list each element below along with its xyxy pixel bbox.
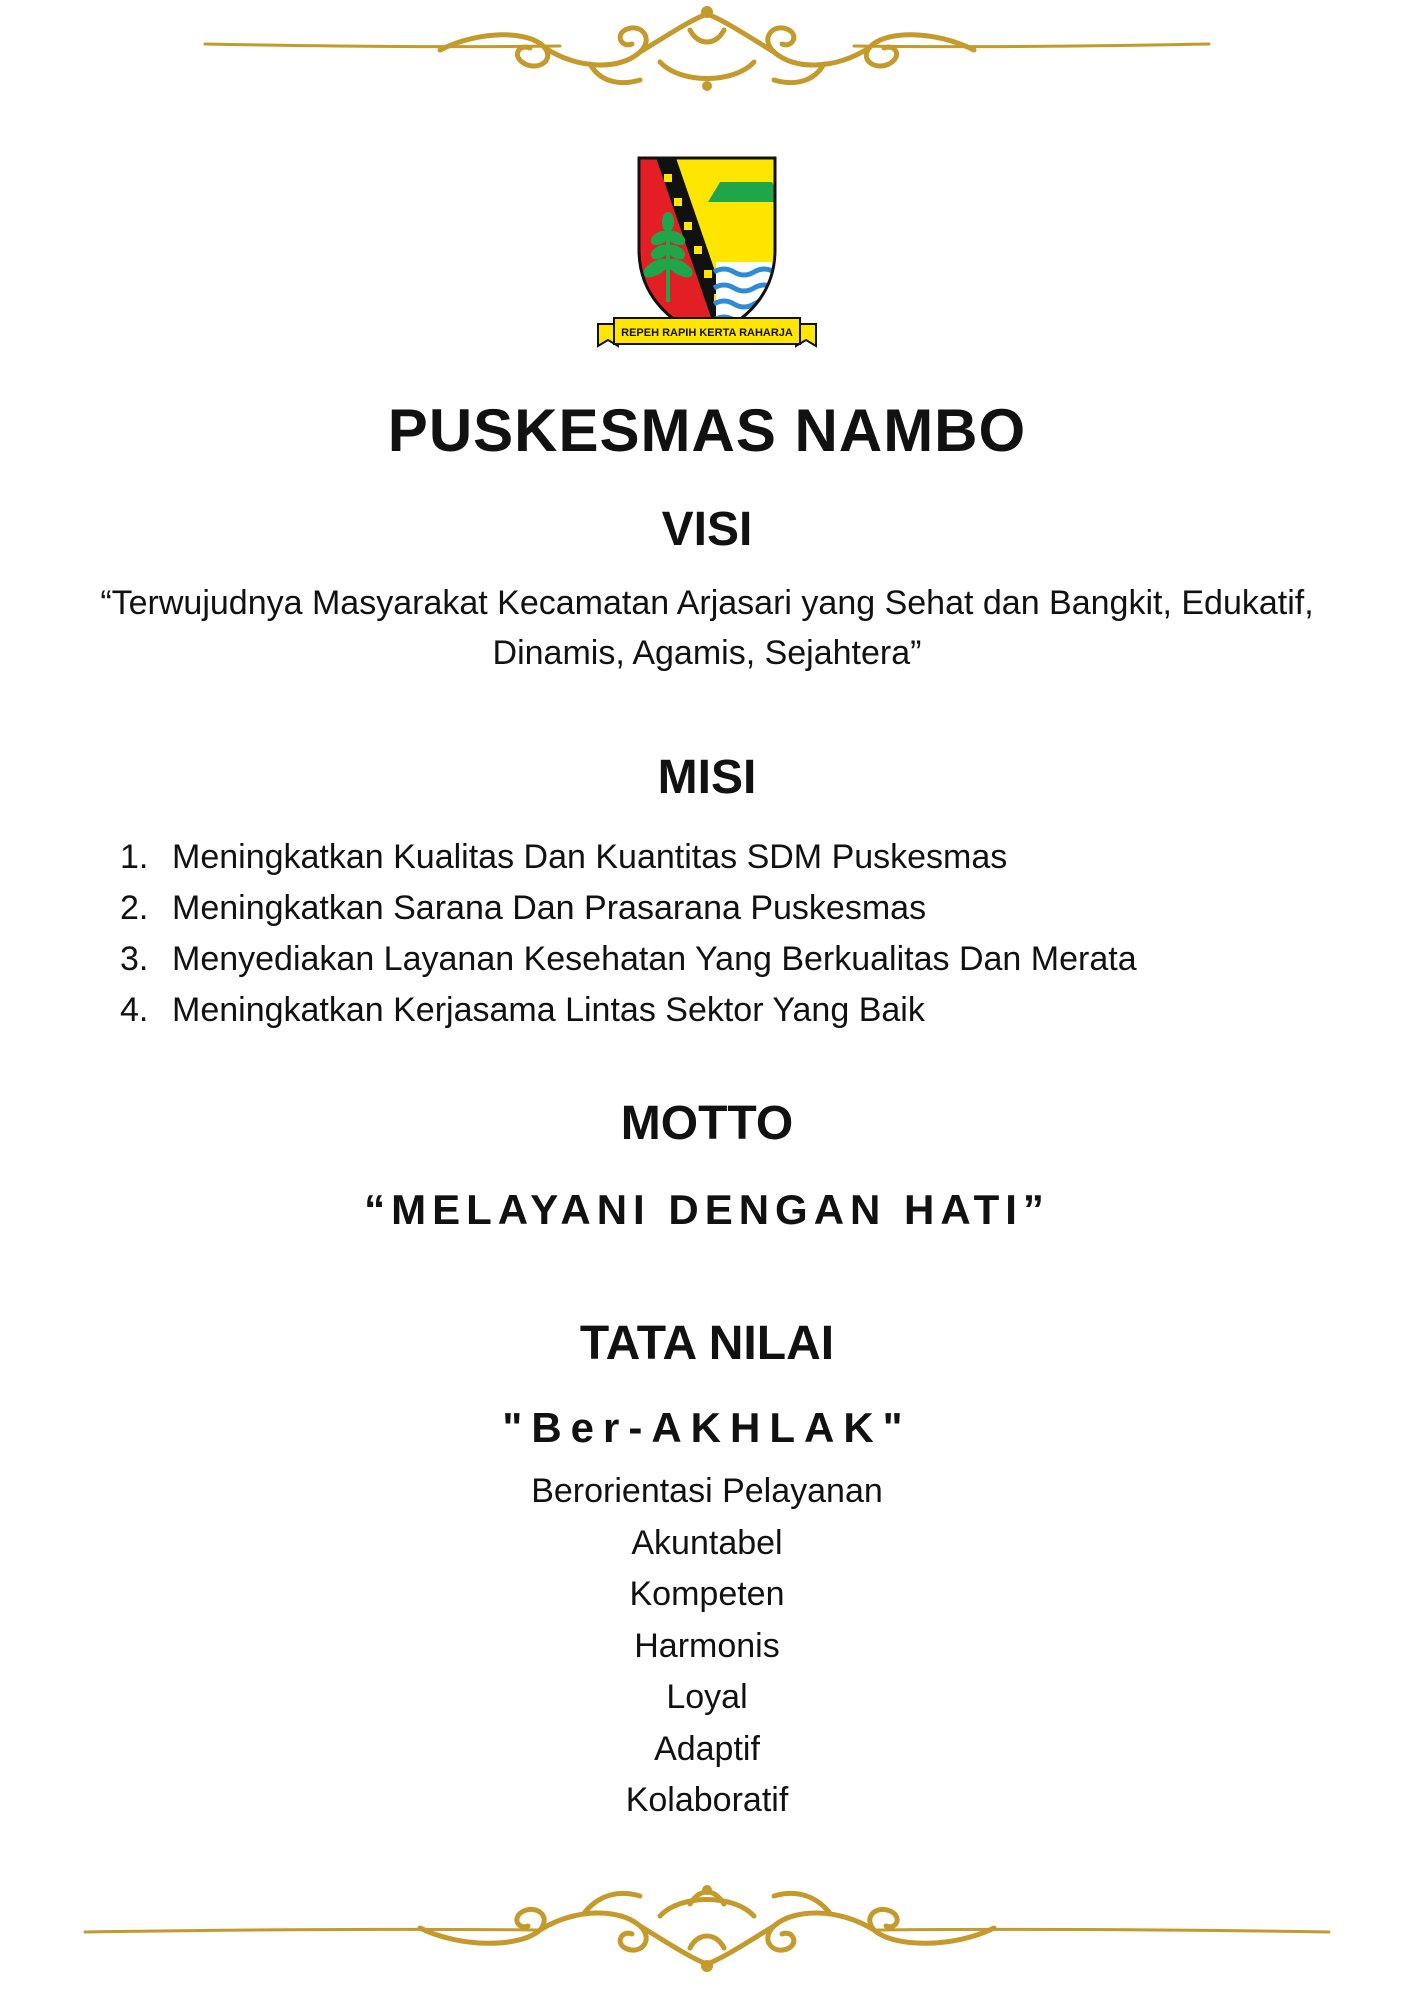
misi-item-text: Meningkatkan Kualitas Dan Kuantitas SDM Puskesmas	[172, 838, 1008, 876]
tata-nilai-item: Loyal	[666, 1678, 748, 1716]
tata-nilai-item: Kompeten	[629, 1575, 785, 1613]
misi-heading: MISI	[657, 751, 757, 804]
motto-heading: MOTTO	[620, 1097, 794, 1150]
regency-emblem-icon	[596, 154, 818, 354]
misi-item-number: 3.	[120, 940, 149, 978]
misi-item-number: 2.	[120, 889, 149, 927]
top-ornament-icon	[0, 0, 1414, 110]
tata-nilai-list	[0, 1466, 1414, 1827]
misi-item	[120, 934, 1320, 985]
misi-item	[120, 832, 1320, 883]
tata-nilai-item: Kolaboratif	[625, 1781, 789, 1819]
misi-item-text: Menyediakan Layanan Kesehatan Yang Berkualitas Dan Merata	[172, 940, 1137, 978]
tata-nilai-item: Harmonis	[634, 1626, 780, 1665]
visi-statement: “Terwujudnya Masyarakat Kecamatan Arjasari yang Sehat dan Bangkit, Edukatif, Dinamis, Agamis, Sejahtera”	[100, 584, 1314, 672]
tata-nilai-item: Berorientasi Pelayanan	[531, 1472, 883, 1510]
motto-statement: “MELAYANI DENGAN HATI”	[364, 1186, 1050, 1233]
misi-item-number: 1.	[120, 838, 149, 876]
bottom-ornament-icon	[0, 1868, 1414, 1978]
misi-item-number: 4.	[120, 991, 149, 1029]
page-title: PUSKESMAS NAMBO	[387, 397, 1027, 464]
misi-item	[120, 883, 1320, 934]
emblem-ribbon-text: REPEH RAPIH KERTA RAHARJA	[621, 327, 793, 339]
misi-item-text: Meningkatkan Sarana Dan Prasarana Puskesmas	[172, 889, 927, 927]
misi-list	[120, 832, 1320, 1036]
tata-nilai-item: Akuntabel	[631, 1523, 783, 1562]
misi-item-text: Meningkatkan Kerjasama Lintas Sektor Yang Baik	[172, 991, 925, 1029]
tata-nilai-item: Adaptif	[654, 1729, 760, 1768]
tata-nilai-heading: TATA NILAI	[579, 1317, 835, 1370]
visi-heading: VISI	[661, 503, 753, 556]
misi-item	[120, 985, 1320, 1036]
tata-nilai-subtitle: "Ber-AKHLAK"	[502, 1404, 912, 1451]
